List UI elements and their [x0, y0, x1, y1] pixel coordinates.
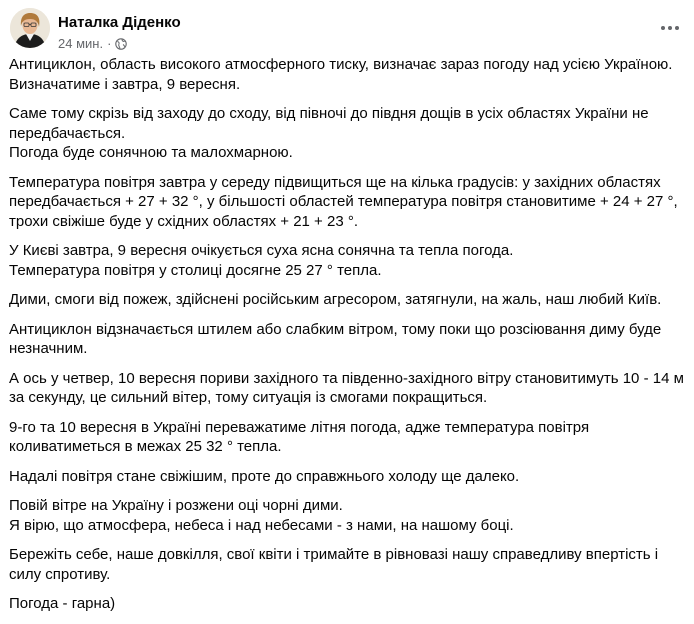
- avatar-photo: [10, 8, 50, 48]
- post-paragraph: Погода - гарна): [9, 595, 116, 612]
- post-paragraph: Бережіть себе, наше довкілля, свої квіти і тримайте в рівновазі нашу справедливу впертість і силу спротиву.: [9, 546, 659, 583]
- author-name[interactable]: Наталка Діденко: [58, 14, 181, 31]
- post-body: [9, 55, 686, 624]
- post-paragraph: Надалі повітря стане свіжішим, проте до справжнього холоду ще далеко.: [9, 467, 520, 485]
- post-meta: [58, 36, 127, 51]
- post-timestamp[interactable]: 24 мин.: [58, 36, 104, 51]
- post-paragraph: Антициклон, область високого атмосферного тиску, визначає зараз погоду над усією Україною. Визначатиме і завтра, 9 вересня.: [9, 56, 673, 93]
- post-paragraph: Температура повітря завтра у середу підвищиться ще на кілька градусів: у західних областях передбачається + 27 + 32 °, у більшості областей температура повітря становитиме + 24 + 27 °, трохи свіжіше буде у східних областях + 21 + 23 °.: [9, 173, 678, 230]
- post-paragraph: Саме тому скрізь від заходу до сходу, від півночі до півдня дощів в усіх областях України не передбачається. Погода буде сонячною та малохмарною.: [9, 105, 649, 161]
- more-options-button[interactable]: [658, 18, 682, 38]
- author-avatar[interactable]: [10, 8, 50, 48]
- meta-separator: ·: [107, 36, 112, 51]
- post-header: [8, 6, 686, 54]
- post-paragraph: У Києві завтра, 9 вересня очікується суха ясна сонячна та тепла погода. Температура повітря у столиці досягне 25 27 ° тепла.: [9, 242, 514, 279]
- post-paragraph: 9-го та 10 вересня в Україні переважатиме літня погода, адже температура повітря коливатиметься в межах 25 32 ° тепла.: [9, 418, 590, 455]
- more-dots-icon: [660, 25, 680, 31]
- post-paragraph: Антициклон відзначається штилем або слабким вітром, тому поки що розсіювання диму буде незначним.: [9, 320, 662, 357]
- globe-icon[interactable]: [115, 38, 127, 50]
- post-paragraph: Дими, смоги від пожеж, здійснені російським агресором, затягнули, на жаль, наш любий Київ.: [9, 291, 662, 308]
- post-paragraph: Повій вітре на Україну і розжени оці чорні дими. Я вірю, що атмосфера, небеса і над небесами - з нами, на нашому боці.: [9, 497, 514, 534]
- post-paragraph: А ось у четвер, 10 вересня пориви західного та південно-західного вітру становитимуть 10 - 14 м за секунду, це сильний вітер, тому ситуація із смогами покращиться.: [9, 369, 684, 406]
